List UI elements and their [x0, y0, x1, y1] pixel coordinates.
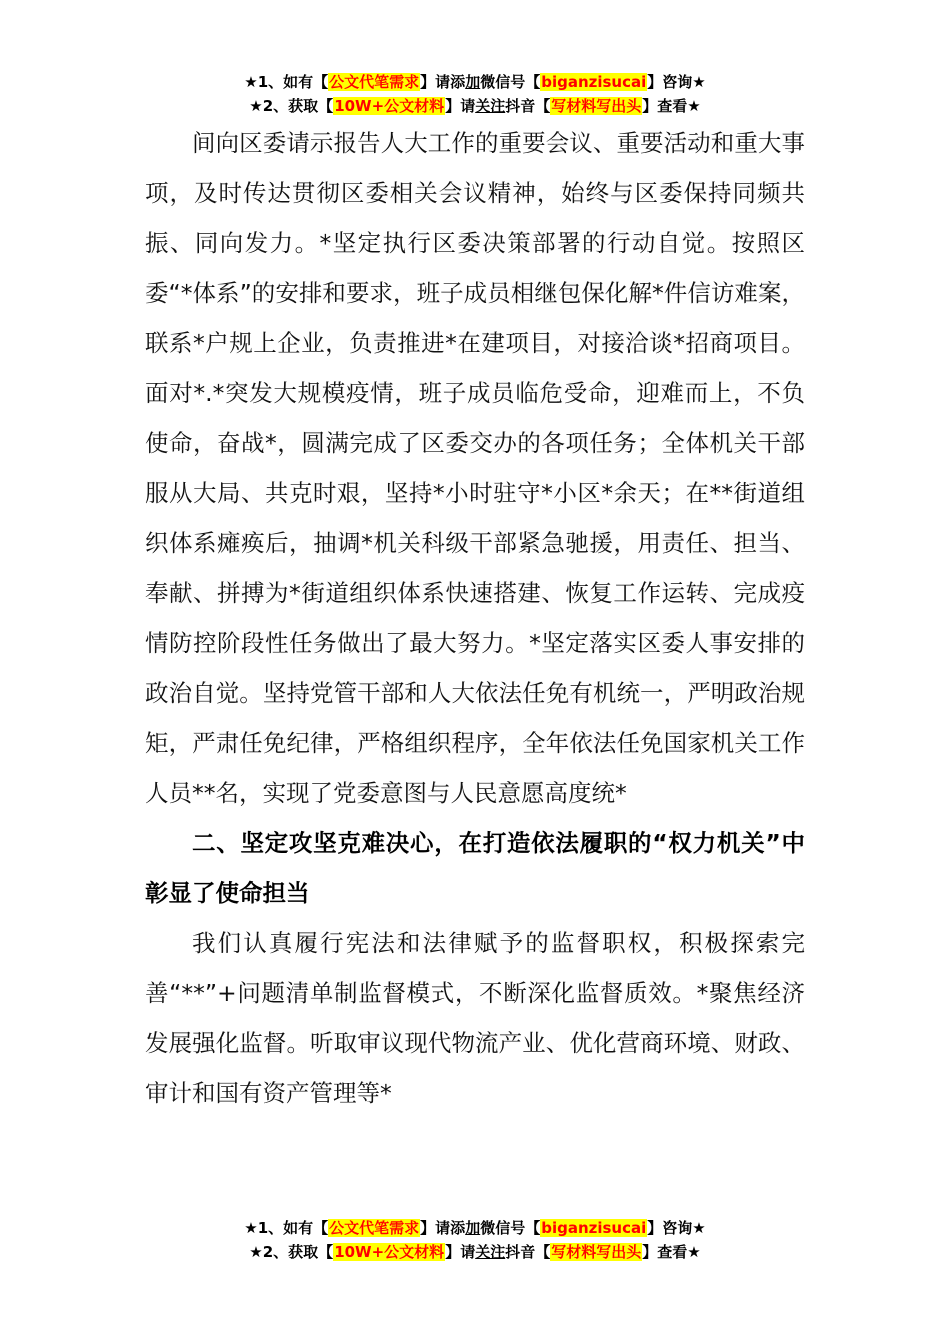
banner-line-1: ★1、如有【公文代笔需求】请添加微信号【biganzisucai】咨询★ [244, 73, 706, 91]
paragraph-1: 间向区委请示报告人大工作的重要会议、重要活动和重大事项，及时传达贯彻区委相关会议精神，始终与区委保持同频共振、同向发力。*坚定执行区委决策部署的行动自觉。按照区委“*体系”的安排和要求，班子成员相继包保化解*件信访难案，联系*户规上企业，负责推进*在建项目，对接洽谈*招商项目。面对*.*突发大规模疫情，班子成员临危受命，迎难而上，不负使命，奋战*，圆满完成了区委交办的各项任务；全体机关干部服从大局、共克时艰，坚持*小时驻守*小区*余天；在**街道组织体系瘫痪后，抽调*机关科级干部紧急驰援，用责任、担当、奉献、拼搏为*街道组织体系快速搭建、恢复工作运转、完成疫情防控阶段性任务做出了最大努力。*坚定落实区委人事安排的政治自觉。坚持党管干部和人大依法任免有机统一，严明政治规矩，严肃任免纪律，严格组织程序，全年依法任免国家机关工作人员**名，实现了党委意图与人民意愿高度统* [145, 129, 805, 807]
banner-line-2: ★2、获取【10W+公文材料】请关注抖音【写材料写出头】查看★ [249, 97, 701, 115]
banner-line-1: ★1、如有【公文代笔需求】请添加微信号【biganzisucai】咨询★ [244, 1219, 706, 1237]
highlight-service: 公文代笔需求 [329, 73, 420, 91]
highlight-wechat-id: biganzisucai [541, 73, 647, 91]
highlight-materials: 10W+公文材料 [334, 97, 445, 115]
header-banner [0, 70, 950, 118]
highlight-materials: 10W+公文材料 [334, 1243, 445, 1261]
banner-line-2: ★2、获取【10W+公文材料】请关注抖音【写材料写出头】查看★ [249, 1243, 701, 1261]
highlight-douyin: 写材料写出头 [551, 97, 642, 115]
section-heading-2: 二、坚定攻坚克难决心，在打造依法履职的“权力机关”中彰显了使命担当 [145, 829, 805, 907]
highlight-wechat-id: biganzisucai [541, 1219, 647, 1237]
paragraph-2: 我们认真履行宪法和法律赋予的监督职权，积极探索完善“**”+问题清单制监督模式，不断深化监督质效。*聚焦经济发展强化监督。听取审议现代物流产业、优化营商环境、财政、审计和国有资产管理等* [145, 929, 805, 1107]
footer-banner [0, 1216, 950, 1264]
highlight-douyin: 写材料写出头 [551, 1243, 642, 1261]
highlight-service: 公文代笔需求 [329, 1219, 420, 1237]
document-body [145, 118, 805, 1118]
